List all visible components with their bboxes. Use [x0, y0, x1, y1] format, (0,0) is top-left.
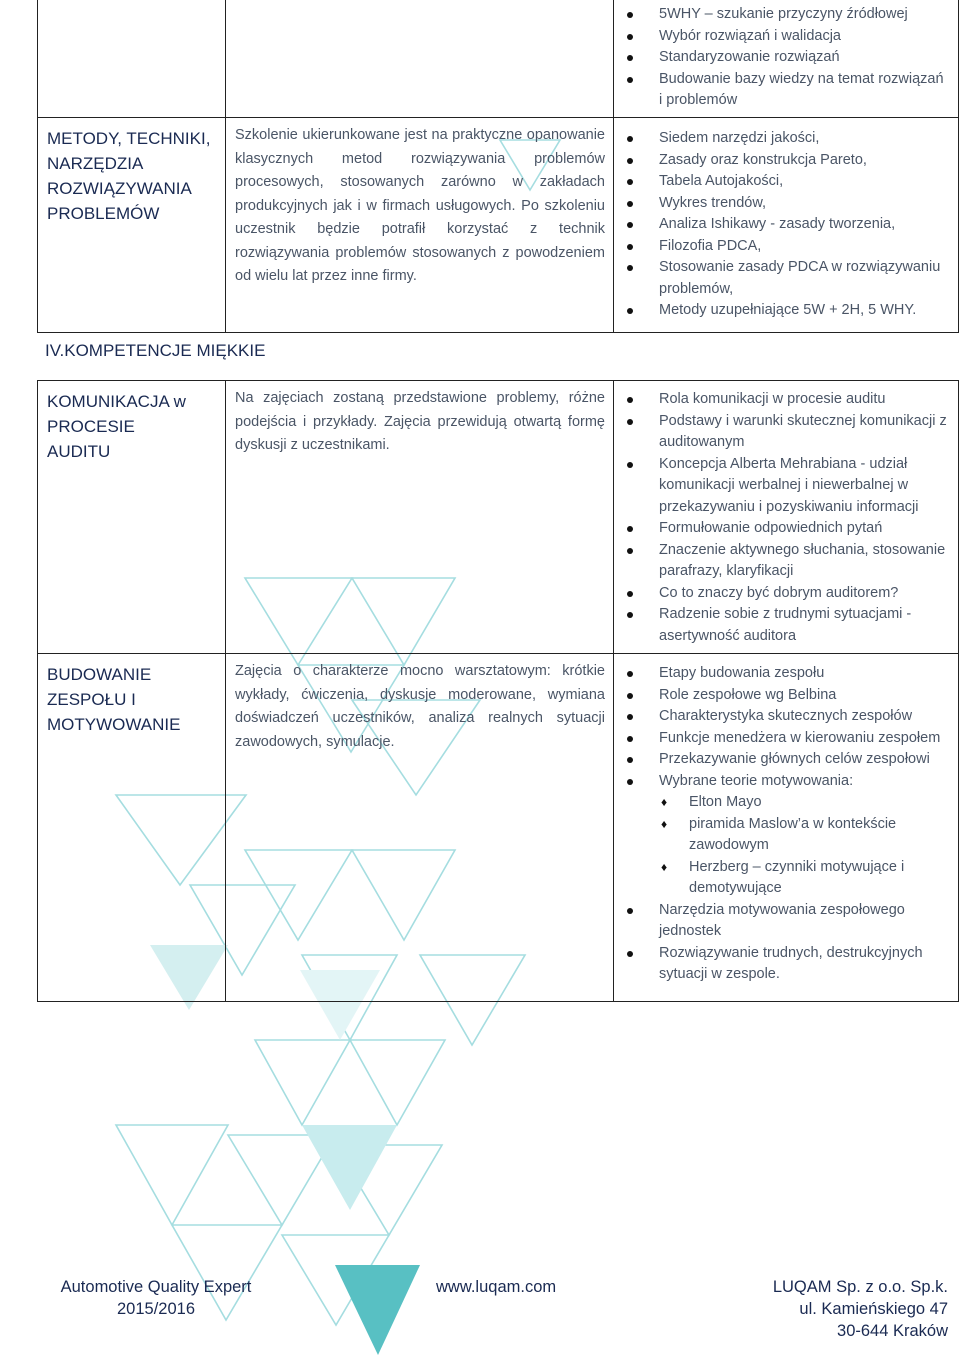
topics-cell — [614, 0, 959, 117]
category-cell — [38, 654, 226, 1001]
list-item: Rola komunikacji w procesie auditu — [614, 389, 949, 411]
sub-list-item: ♦ piramida Maslow’a w kontekście zawodowym — [659, 814, 949, 857]
list-item: Siedem narzędzi jakości, — [614, 128, 949, 150]
table-row-komunikacja — [38, 381, 958, 654]
topics-list — [614, 663, 949, 986]
category-cell — [38, 118, 226, 332]
description-text: Na zajęciach zostaną przedstawione problemy, różne podejścia i przykłady. Zajęcia przewidują otwartą formę dyskusji z uczestnikami. — [235, 390, 605, 453]
list-item: 5WHY – szukanie przyczyny źródłowej — [614, 4, 949, 26]
description-cell — [226, 0, 614, 117]
list-item: Koncepcja Alberta Mehrabiana - udział komunikacji werbalnej i niewerbalnej w przekazywaniu i pozyskiwaniu informacji — [614, 454, 949, 519]
list-item: Radzenie sobie z trudnymi sytuacjami - asertywność auditora — [614, 604, 949, 647]
sub-list — [659, 792, 949, 900]
section-title: IV.KOMPETENCJE MIĘKKIE — [45, 341, 266, 360]
list-item: Formułowanie odpowiednich pytań — [614, 518, 949, 540]
list-item: Zasady oraz konstrukcja Pareto, — [614, 150, 949, 172]
footer-left — [55, 1276, 257, 1320]
list-item: Rozwiązywanie trudnych, destrukcyjnych sytuacji w zespole. — [614, 943, 949, 986]
table-top — [37, 0, 959, 333]
topics-cell — [614, 381, 959, 653]
list-item: Analiza Ishikawy - zasady tworzenia, — [614, 214, 949, 236]
list-item: Stosowanie zasady PDCA w rozwiązywaniu problemów, — [614, 257, 949, 300]
topics-list — [614, 389, 949, 647]
list-item: Standaryzowanie rozwiązań — [614, 47, 949, 69]
table-row-continuation — [38, 0, 958, 118]
table-soft-skills — [37, 380, 959, 1002]
list-item: Wykres trendów, — [614, 193, 949, 215]
topics-cell — [614, 118, 959, 332]
list-item: Co to znaczy być dobrym auditorem? — [614, 583, 949, 605]
footer-year: 2015/2016 — [117, 1300, 195, 1318]
category-label: KOMUNIKACJA w PROCESIE AUDITU — [47, 392, 186, 461]
topics-list — [614, 4, 949, 112]
footer-street: ul. Kamieńskiego 47 — [799, 1300, 948, 1318]
footer-website[interactable]: www.luqam.com — [436, 1278, 557, 1296]
footer-course-name: Automotive Quality Expert — [60, 1278, 252, 1296]
list-item: Funkcje menedżera w kierowaniu zespołem — [614, 728, 949, 750]
description-text: Zajęcia o charakterze mocno warsztatowym: krótkie wykłady, ćwiczenia, dyskusje moderowane, wymiana doświadczeń uczestników, analiza realnych sytuacji zawodowych, symulacje. — [235, 663, 605, 750]
list-item-label: Wybrane teorie motywowania: — [659, 772, 854, 789]
topics-cell — [614, 654, 959, 1001]
list-item: Role zespołowe wg Belbina — [614, 685, 949, 707]
topics-list — [614, 128, 949, 322]
list-item: Narzędzia motywowania zespołowego jednostek — [614, 900, 949, 943]
list-item: Filozofia PDCA, — [614, 236, 949, 258]
list-item: Budowanie bazy wiedzy na temat rozwiązań i problemów — [614, 69, 949, 112]
table-row-metody — [38, 118, 958, 332]
list-item: Tabela Autojakości, — [614, 171, 949, 193]
footer-right — [773, 1276, 948, 1342]
footer-company: LUQAM Sp. z o.o. Sp.k. — [772, 1278, 948, 1296]
description-cell — [226, 381, 614, 653]
list-item — [614, 771, 949, 900]
list-item: Metody uzupełniające 5W + 2H, 5 WHY. — [614, 300, 949, 322]
category-cell — [38, 381, 226, 653]
list-item: Wybór rozwiązań i walidacja — [614, 26, 949, 48]
table-row-budowanie — [38, 654, 958, 1001]
sub-list-item: ♦ Herzberg – czynniki motywujące i demotywujące — [659, 857, 949, 900]
category-label: METODY, TECHNIKI, NARZĘDZIA ROZWIĄZYWANIA PROBLEMÓW — [47, 129, 211, 223]
list-item: Etapy budowania zespołu — [614, 663, 949, 685]
list-item: Podstawy i warunki skutecznej komunikacji z auditowanym — [614, 411, 949, 454]
category-label: BUDOWANIE ZESPOŁU I MOTYWOWANIE — [47, 665, 181, 734]
description-text: Szkolenie ukierunkowane jest na praktyczne opanowanie klasycznych metod rozwiązywania problemów procesowych, stosowanych zarówno w zakładach produkcyjnych jak i w firmach usługowych. Po szkoleniu uczestnik będzie potrafił korzystać z technik rozwiązywania problemów stosowanych z powodzeniem od wielu lat przez inne firmy. — [235, 127, 605, 284]
list-item: Znaczenie aktywnego słuchania, stosowanie parafrazy, klaryfikacji — [614, 540, 949, 583]
description-cell — [226, 118, 614, 332]
list-item: Charakterystyka skutecznych zespołów — [614, 706, 949, 728]
category-cell — [38, 0, 226, 117]
list-item: Przekazywanie głównych celów zespołowi — [614, 749, 949, 771]
description-cell — [226, 654, 614, 1001]
sub-list-item: ♦ Elton Mayo — [659, 792, 949, 814]
footer-city: 30-644 Kraków — [837, 1322, 948, 1340]
